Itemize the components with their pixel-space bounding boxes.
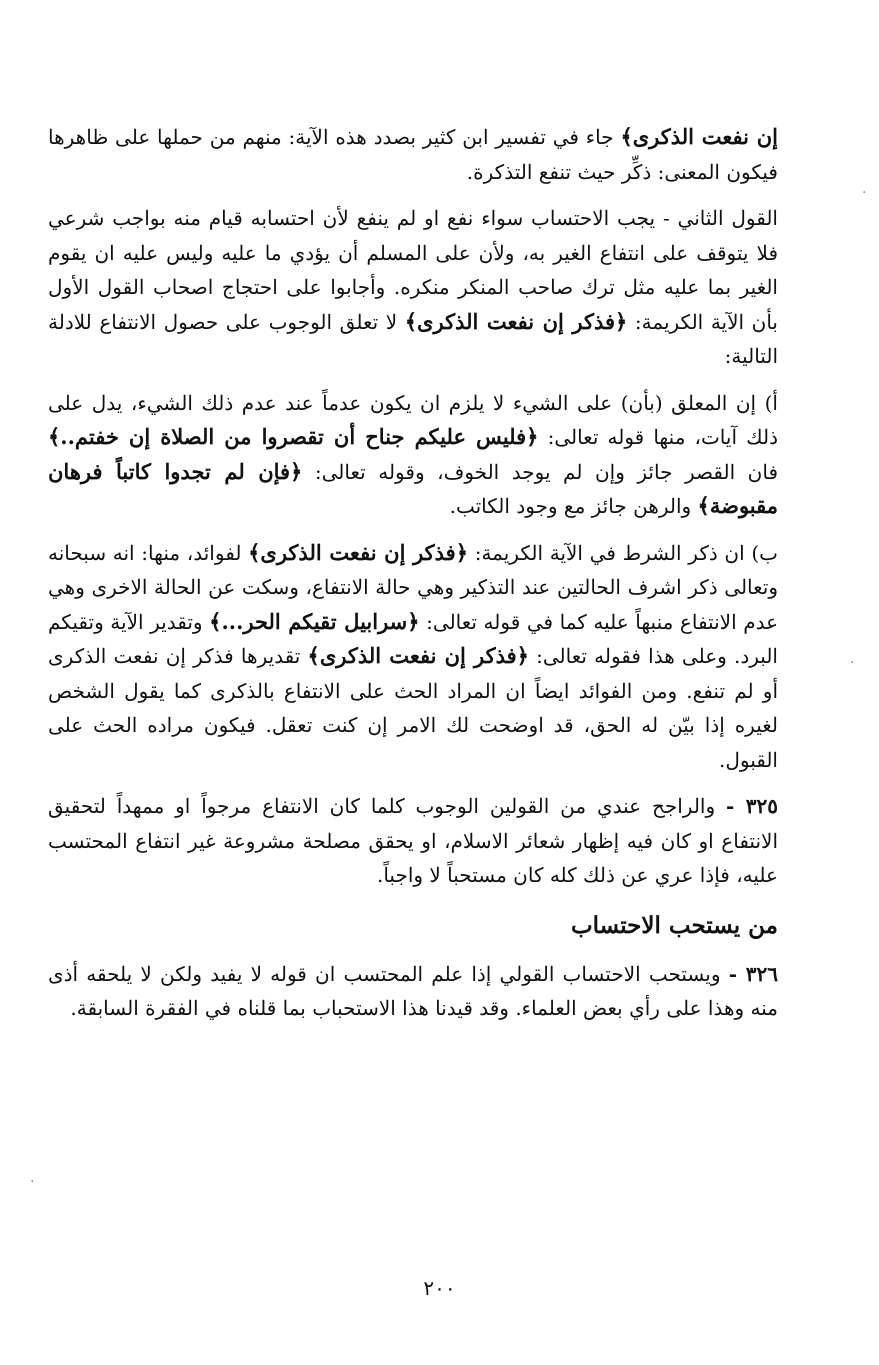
quran-quote: ﴿فذكر إن نفعت الذكرى﴾ (404, 308, 628, 334)
text-run: وتقدير الآية وتقيكم البرد. وعلى هذا فقوله تعالى: (48, 609, 778, 668)
section-heading: من يستحب الاحتساب (571, 911, 778, 939)
quran-quote: ﴿فليس عليكم جناح أن تقصروا من الصلاة إن خفتم..﴾ (48, 424, 539, 449)
text-run: جاء في تفسير ابن كثير بصدد هذه الآية: منهم من حملها على ظاهرها فيكون المعنى: ذكِّر حيث تنفع التذكرة. (48, 125, 778, 184)
quran-quote: ﴿فذكر إن نفعت الذكرى﴾ (248, 539, 469, 565)
text-run: فان القصر جائز وإن لم يوجد الخوف، وقوله تعالى: (302, 459, 778, 484)
quran-quote: ﴿سرابيل تقيكم الحر...﴾ (209, 608, 420, 634)
text-run: والراجح عندي من القولين الوجوب كلما كان الانتفاع مرجواً او ممهداً لتحقيق الانتفاع او كان فيه إظهار شعائر الاسلام، او يحقق مصلحة مشروعة غير انتفاع المحتسب عليه، فإذا عري عن ذلك كله كان مستحباً لا واجباً. (48, 794, 778, 887)
body-text (48, 120, 778, 1038)
text-run: لفوائد، منها: انه سبحانه وتعالى ذكر اشرف الحالتين عند التذكير وهي حالة الانتفاع، وسكت عن الحالة الاخرى وهي عدم الانتفاع منبهاً عليه كما في قوله تعالى: (48, 540, 779, 634)
paragraph-4 (48, 536, 778, 778)
text-run: والرهن جائز مع وجود الكاتب. (449, 494, 698, 518)
margin-speck: · (850, 655, 855, 671)
paragraph-6 (48, 957, 778, 1026)
margin-speck: · (30, 1174, 35, 1190)
text-run: ويستحب الاحتساب القولي إذا علم المحتسب ان قوله لا يفيد ولكن لا يلحقه أذى منه وهذا على رأي بعض العلماء. وقد قيدنا هذا الاستحباب بما قلناه في الفقرة السابقة. (48, 961, 778, 1020)
text-run: ب) ان ذكر الشرط في الآية الكريمة: (468, 540, 778, 565)
paragraph-1 (48, 120, 778, 189)
paragraph-2 (48, 201, 778, 374)
page-number: ٢٠٠ (423, 1276, 456, 1300)
text-run: القول الثاني - يجب الاحتساب سواء نفع او لم ينفع لأن احتسابه قيام منه بواجب شرعي فلا يتوقف على انتفاع الغير به، ولأن على المسلم أن يؤدي ما عليه وليس عليه ان يقوم الغير بما عليه مثل ترك صاحب المنكر منكره. وأجابوا على احتجاج اصحاب القول الأول بأن الآية الكريمة: (48, 206, 778, 334)
paragraph-5 (48, 789, 778, 893)
margin-speck: · (862, 185, 867, 201)
quran-quote: ﴿فذكر إن نفعت الذكرى﴾ (307, 643, 529, 668)
text-run: أ) إن المعلق (بأن) على الشيء لا يلزم ان يكون عدماً عند عدم ذلك الشيء، يدل على ذلك آيات، منها قوله تعالى: (48, 390, 778, 449)
paragraph-number: ٣٢٥ - (725, 794, 778, 818)
paragraph-3 (48, 386, 778, 524)
paragraph-number: ٣٢٦ - (728, 961, 779, 986)
quran-quote: إن نفعت الذكرى﴾ (620, 124, 779, 149)
text-run: لا تعلق الوجوب على حصول الانتفاع للادلة التالية: (48, 309, 778, 368)
quran-quote: ﴿فإن لم تجدوا كاتباً فرهان مقبوضة﴾ (48, 458, 778, 518)
text-run: تقديرها فذكر إن نفعت الذكرى أو لم تنفع. ومن الفوائد ايضاً ان المراد الحث على الانتفاع بالذكرى كما يقول الشخص لغيره إذا بيّن له الحق، قد اوضحت لك الامر إن كنت تعقل. فيكون مراده الحث على القبول. (48, 644, 778, 772)
